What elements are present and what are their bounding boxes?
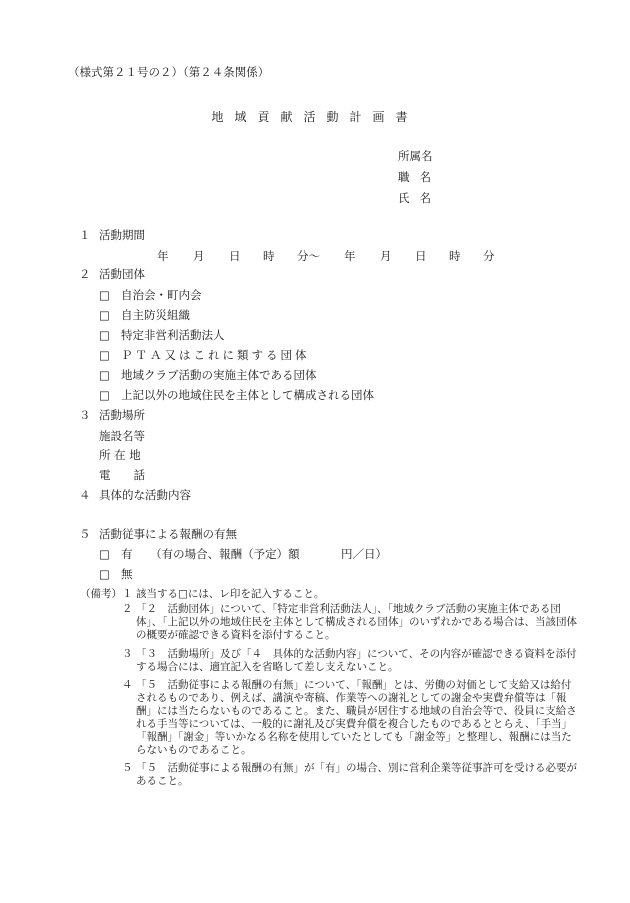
date-month-end: 月 [380,249,392,263]
date-year-start: 年 [157,249,169,263]
option-label: 上記以外の地域住民を主体として構成される団体 [121,388,374,402]
date-hour-end: 時 [449,249,461,263]
date-month-start: 月 [193,249,205,263]
checkbox[interactable]: □ [99,348,110,362]
date-hour-start: 時 [263,249,275,263]
note-text: 「５ 活動従事による報酬の有無」が「有」の場合、別に営利企業等従事許可を受ける必要があること。 [136,762,577,787]
option-label: 自治会・町内会 [121,288,202,302]
name-label: 氏名 [398,191,441,205]
phone-label: 電 話 [99,468,145,482]
option-disaster-prevention-org[interactable] [99,309,190,323]
notes-heading: （備考） [80,588,122,600]
remuneration-amount-label: （有の場合、報酬（予定）額 [150,547,300,561]
note-item [122,762,580,788]
affiliation-label: 所属名 [398,149,433,163]
section-activity-place [79,409,145,423]
note-number: ４ [122,679,133,691]
option-neighborhood-association[interactable] [99,289,202,303]
checkbox[interactable]: □ [99,388,110,402]
date-day-start: 日 [229,249,241,263]
section-label: 活動場所 [99,408,145,422]
section-activity-period [79,229,145,243]
note-text: 該当する□には、レ印を記入すること。 [136,588,325,600]
checkbox[interactable]: □ [99,547,110,561]
note-number: ５ [122,762,133,774]
option-label: ＰＴＡ又はこれに類する団体 [121,348,310,362]
position-label: 職名 [398,170,441,184]
section-number: ５ [79,527,91,541]
option-other-residents[interactable] [99,389,374,403]
option-pta[interactable] [99,349,310,363]
option-label: 有 [121,547,133,561]
note-text: 「３ 活動場所」及び「４ 具体的な活動内容」について、その内容が確認できる資料を添付する場合には、適宜記入を省略して差し支えないこと。 [136,648,577,673]
section-label: 活動期間 [99,228,145,242]
date-minute-start: 分～ [297,249,320,263]
note-item [122,679,580,757]
checkbox[interactable]: □ [99,328,110,342]
remuneration-unit: 円／日） [341,547,387,561]
form-number: （様式第２１号の２）（第２４条関係） [68,65,270,79]
section-number: ２ [79,267,91,281]
checkbox[interactable]: □ [99,308,110,322]
date-day-end: 日 [415,249,427,263]
page-title: 地域貢献活動計画書 [211,110,419,124]
address-label: 所 在 地 [99,448,141,462]
section-label: 具体的な活動内容 [99,488,191,502]
checkbox[interactable]: □ [99,368,110,382]
note-number: １ [122,588,133,600]
option-label: 特定非営利活動法人 [121,328,225,342]
section-activity-content [79,489,191,503]
checkbox[interactable]: □ [99,567,110,581]
option-remuneration-no[interactable] [99,568,133,582]
section-label: 活動従事による報酬の有無 [99,527,237,541]
note-text: 「５ 活動従事による報酬の有無」について、「報酬」とは、労働の対価として支給又は給付されるものであり、例えば、講演や寄稿、作業等への謝礼としての謝金や実費弁償等は「報酬」には当たらないものであること。また、職員が居住する地域の自治会等で、役員に支給される手当等については、一般的に謝礼及び実費弁償を複合したものであるととらえ、「手当」「報酬」「謝金」等いかなる名称を使用していたとしても「謝金等」と整理し、報酬には当たらないものであること。 [136,679,577,756]
note-item [122,648,580,674]
section-label: 活動団体 [99,267,145,281]
date-minute-end: 分 [483,249,495,263]
option-community-club[interactable] [99,369,317,383]
section-organization [79,268,145,282]
option-remuneration-yes[interactable] [99,548,300,562]
section-remuneration [79,528,237,542]
checkbox[interactable]: □ [99,288,110,302]
option-label: 自主防災組織 [121,308,190,322]
option-label: 地域クラブ活動の実施主体である団体 [121,368,317,382]
note-item [122,588,580,601]
facility-name-label: 施設名等 [99,429,145,443]
note-number: ３ [122,648,133,660]
note-text: 「２ 活動団体」について、「特定非営利活動法人」、「地域クラブ活動の実施主体である団体」、「上記以外の地域住民を主体として構成される団体」のいずれかである場合は、当該団体の概要が確認できる資料を添付すること。 [136,603,577,641]
note-number: ２ [122,603,133,615]
option-npo[interactable] [99,329,225,343]
section-number: ４ [79,488,91,502]
section-number: ３ [79,408,91,422]
note-item [122,603,580,642]
date-year-end: 年 [344,249,356,263]
section-number: １ [79,228,91,242]
option-label: 無 [121,567,133,581]
